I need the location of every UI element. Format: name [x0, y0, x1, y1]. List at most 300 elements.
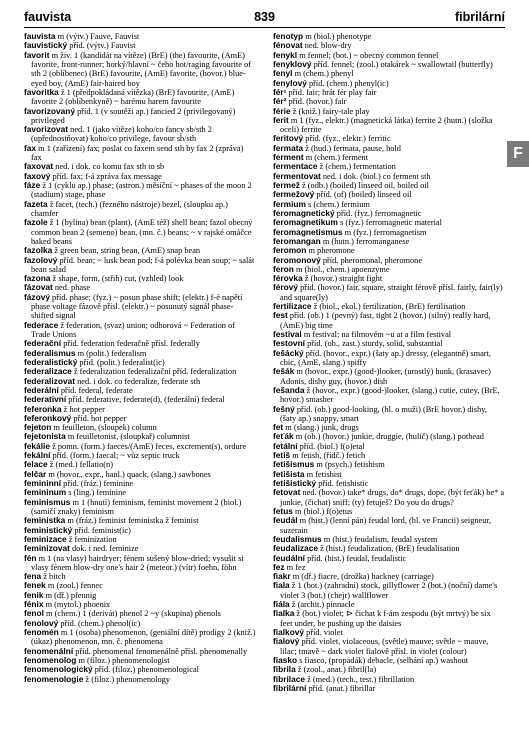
- dictionary-entry: [24, 591, 256, 600]
- entry-headword: felčar: [24, 468, 47, 479]
- dictionary-entry: [24, 172, 256, 181]
- entry-headword: fetovat: [273, 487, 301, 498]
- entry-headword: fázový: [24, 291, 50, 302]
- entry-headword: fešák: [273, 366, 295, 377]
- entry-headword: fertilizace: [273, 301, 312, 312]
- entry-headword: feminismus: [24, 496, 71, 507]
- entry-definition: ned. (hovor.) take* drugs, do* drugs, dope, (být feťák) be* a junkie, (čichat) sniff; (ty) fetuješ? Do you do drugs?: [280, 488, 505, 507]
- entry-definition: příd. bean; ~ lusk bean pod; f-á polévka bean soup; ~ salát bean salad: [31, 255, 255, 274]
- entry-headword: federativní: [24, 394, 67, 405]
- entry-definition: příd. (form.) faecal; ~ vůz septic truck: [50, 451, 180, 461]
- dictionary-entry: [273, 349, 505, 368]
- thumb-index-tab: F: [507, 141, 529, 167]
- entry-definition: ž 1 (cyklu ap.) phase; (astron.) měsíční ~ phases of the moon 2 (stadium) stage, phase: [31, 181, 252, 200]
- entry-headword: fena: [24, 571, 42, 582]
- entry-headword: festovní: [273, 338, 305, 349]
- dictionary-entry: [24, 442, 256, 451]
- entry-headword: férovka: [273, 273, 303, 284]
- entry-definition: m (biol.) phenotype: [303, 32, 372, 41]
- entry-definition: ž feminization: [66, 534, 117, 544]
- dictionary-entry: [273, 339, 505, 348]
- entry-headword: favorizovat: [24, 124, 69, 135]
- entry-headword: fazolka: [24, 245, 53, 256]
- entry-definition: m 1 (na vlasy) hairdryer; fénem sušený blow-dried; vysušit si vlasy fénem blow-dry one's hair 2 (meteor.) (vítr) foehn, föhn: [31, 553, 244, 572]
- entry-definition: m 1 (hnutí) feminism, feminist movement 2 (biol.) (samičí znaky) feminism: [31, 497, 242, 516]
- entry-definition: m pheromone: [306, 246, 355, 256]
- entry-definition: ž (hovor.) straight fight: [302, 274, 383, 284]
- dictionary-entry: [273, 256, 505, 265]
- dictionary-entry: [273, 432, 505, 441]
- entry-definition: ž 1 (bylina) bean (plant), (AmE též) shell bean; fazol obecný common bean 2 (semeno) bean, (mn. č.) beans; ~ v rajské omáčce baked beans: [31, 218, 253, 246]
- entry-definition: m feuilletonist, (sloupkař) columnist: [65, 432, 190, 442]
- entry-definition: m (slang.) junk, drugs: [283, 423, 359, 433]
- dictionary-entry: [273, 609, 505, 628]
- entry-headword: fialkový: [273, 627, 305, 637]
- entry-definition: ž (odb.) (boiled) linseed oil, boiled oil: [299, 181, 429, 190]
- entry-headword: fénix: [24, 599, 44, 610]
- entry-headword: fialový: [273, 636, 300, 647]
- entry-definition: m 1 (zařízení) fax; poslat co faxem send sth by fax 2 (zpráva) fax: [31, 143, 244, 163]
- entry-definition: ned. i dok. co komu fax sth to sb: [53, 162, 165, 172]
- dictionary-entry: [24, 544, 256, 553]
- entry-headword: feromagnetický: [273, 207, 335, 218]
- entry-headword: festival: [273, 329, 302, 339]
- entry-definition: příd. (výtv.) Fauvist: [67, 41, 136, 51]
- entry-definition: ned. i dok. (biol.) co ferment sth: [320, 171, 431, 181]
- entry-definition: ž bitch: [41, 572, 66, 582]
- entry-headword: feritový: [273, 133, 304, 144]
- entry-headword: femininum: [24, 487, 67, 498]
- dictionary-entry: [273, 665, 505, 674]
- dictionary-entry: [273, 656, 505, 665]
- dictionary-entry: [273, 107, 505, 116]
- entry-definition: ž (biol., ekol.) fertilization, (BrE) fertilisation: [311, 302, 466, 312]
- dictionary-entry: [24, 200, 256, 219]
- dictionary-entry: [273, 442, 505, 451]
- dictionary-entry: [24, 41, 256, 50]
- dictionary-entry: [273, 88, 505, 97]
- dictionary-entry: [24, 609, 256, 618]
- entry-headword: fermež: [273, 180, 300, 190]
- entry-headword: fibrilace: [273, 673, 305, 684]
- entry-definition: m festival; na filmovém ~u at a film festival: [301, 330, 452, 339]
- entry-headword: fenykl: [273, 49, 298, 60]
- entry-definition: m (hist.) (lenní pán) feudal lord, (hl. ve Francii) seigneur, suzerain: [280, 516, 491, 535]
- entry-headword: fénovat: [273, 40, 303, 51]
- entry-definition: m (filoz.) phenomenologist: [76, 655, 170, 665]
- entry-definition: m živ. 1 (kandidát na vítěze) (BrE) (the) favourite, (AmE) favorite, front-runner; horký/hlavní ~ čeho hot/raging favourite of sth 2 (oblíbenec) (BrE) favourite, (AmE) favorite, (hovor.) blue-eyed boy, (AmE) fair-haired boy: [31, 50, 251, 88]
- entry-definition: m (dř.) pfennig: [43, 590, 97, 600]
- entry-definition: příd. (hovor.) fair, square, straight férově přísl. fairly, fair(ly) and square(ly): [280, 283, 503, 302]
- entry-headword: fauvista: [24, 31, 56, 41]
- dictionary-entry: [24, 218, 256, 246]
- entry-definition: m fennel; (bot.) ~ obecný common fennel: [297, 50, 439, 60]
- entry-headword: federalismus: [24, 347, 76, 358]
- entry-definition: ž (hud.) fermata, pause, hold: [303, 143, 401, 153]
- entry-headword: federalistický: [24, 356, 78, 367]
- entry-definition: s (ling.) feminine: [66, 488, 126, 498]
- dictionary-entry: [273, 544, 505, 553]
- entry-definition: příd. fennel; (zool.) otakárek ~ swallowtail (butterfly): [311, 59, 493, 69]
- dictionary-entry: [273, 172, 505, 181]
- entry-definition: m (psych.) fetishism: [314, 460, 385, 470]
- entry-headword: fest: [273, 310, 288, 321]
- running-header: [24, 10, 505, 26]
- entry-definition: příd. (fráz.) feminine: [61, 479, 134, 488]
- entry-headword: fiala: [273, 580, 290, 591]
- dictionary-entry: [273, 69, 505, 78]
- entry-definition: ned. blow-dry: [302, 41, 352, 51]
- entry-definition: m (chem.) 1 (derivát) phenol 2 ~y (skupina) phenols: [43, 609, 221, 619]
- entry-definition: ž 1 (předpokládaná vítězka) (BrE) favourite, (AmE) favorite 2 (oblíbenkyně) ~ harému harem favourite: [31, 87, 235, 107]
- dictionary-entry: [24, 628, 256, 647]
- entry-headword: fermium: [273, 198, 306, 209]
- dictionary-entry: [273, 405, 505, 424]
- entry-headword: feministka: [24, 515, 66, 526]
- entry-definition: příd. phenomenal fenomenálně přísl. phenomenally: [73, 646, 248, 656]
- dictionary-entry: [24, 51, 256, 88]
- entry-headword: feferonkový: [24, 412, 72, 423]
- dictionary-entry: [273, 600, 505, 609]
- entry-definition: příd. (chem.) phenyl(ic): [306, 78, 389, 88]
- entry-definition: m 1 (osoba) phenomenon, (geniální dítě) prodigy 2 (kniž.) (úkaz) phenomenon, mn. č. phenomena: [31, 628, 256, 647]
- entry-definition: příd. pheromonal, pheromone: [320, 255, 423, 265]
- entry-headword: fešný: [273, 403, 295, 414]
- entry-headword: fetus: [273, 505, 293, 516]
- entry-definition: příd. phase; (fyz.) ~ posun phase shift; (elektr.) f-é napětí phase voltage fázově přísl. (elektr.) ~ posunutý signál phase-shifted signal: [31, 292, 243, 321]
- entry-headword: fialka: [273, 608, 295, 619]
- entry-headword: fet: [273, 422, 284, 433]
- entry-definition: m fetish, (řídč.) fetich: [290, 451, 366, 461]
- entry-definition: ž hot pepper: [61, 404, 105, 414]
- dictionary-entry: [273, 507, 505, 516]
- entry-definition: m (hovor., expr., hanl.) quack, (slang.) sawbones: [46, 469, 211, 479]
- entry-headword: feťák: [273, 431, 294, 442]
- entry-definition: příd. (ob.) 1 (pevný) fast, tight 2 (hovor.) (silný) really hard, (AmE) big time: [280, 311, 491, 330]
- dictionary-entry: [24, 498, 256, 517]
- entry-definition: m (fyz.) ferromagnetism: [342, 227, 427, 237]
- entry-definition: příd. federal, federate: [58, 385, 133, 395]
- entry-definition: m 1 (fyz., elektr.) (magnetická látka) ferrite 2 (hutn.) (složka oceli) ferrite: [280, 115, 493, 135]
- entry-definition: m (zool.) fennec: [45, 581, 103, 591]
- entry-definition: příd. feminist(ic): [72, 525, 131, 535]
- entry-definition: příd. hot pepper: [71, 413, 127, 423]
- entry-headword: fibrilární: [273, 682, 307, 693]
- entry-definition: m (polit.) federalism: [75, 348, 147, 358]
- dictionary-entry: [24, 293, 256, 321]
- entry-headword: fermentace: [273, 161, 318, 172]
- entry-definition: příd. (polit.) federalist(ic): [77, 357, 165, 367]
- page-number: 839: [254, 10, 275, 24]
- entry-definition: příd. fair; hrát fér play fair: [286, 87, 377, 97]
- dictionary-entry: [273, 283, 505, 302]
- entry-definition: příd. federative, federate(d), (federální) federal: [66, 395, 225, 405]
- dictionary-entry: [273, 675, 505, 684]
- entry-definition: s (chem.) fermium: [305, 199, 370, 209]
- entry-definition: ž federation, (svaz) union; odborová ~ Federation of Trade Unions: [31, 320, 235, 339]
- entry-definition: m fetishist: [304, 469, 342, 479]
- dictionary-entry: [273, 367, 505, 386]
- entry-headword: fér²: [273, 96, 287, 107]
- entry-definition: m (chem.) ferment: [303, 153, 369, 163]
- entry-definition: m (hovor., expr.) (good-)looker, (urostlý) hunk, (krasavec) Adonis, dishy guy, (hovor.) dish: [280, 367, 491, 386]
- entry-headword: fiakr: [273, 571, 291, 582]
- entry-headword: fekálie: [24, 440, 50, 451]
- entry-definition: ned. 1 (jako vítěze) koho/co fancy sb/sth 2 (upřednostňovat) koho/co privilege, favour sb/sth: [31, 125, 212, 144]
- entry-headword: fax: [24, 142, 37, 153]
- dictionary-entry: [273, 79, 505, 88]
- entry-headword: fenik: [24, 589, 44, 600]
- entry-definition: ž shape, form, (střih) cut, (vzhled) look: [50, 274, 184, 284]
- entry-headword: fetální: [273, 440, 298, 451]
- entry-definition: příd. (hovor.) fair: [286, 97, 347, 107]
- dictionary-entry: [273, 637, 505, 656]
- entry-definition: ž pomn. (form.) faeces/(AmE) feces, excrement(s), ordure: [49, 441, 247, 451]
- entry-definition: příd. violet: [304, 628, 343, 637]
- dictionary-entry: [273, 628, 505, 637]
- entry-headword: fazole: [24, 217, 48, 228]
- dictionary-entry: [24, 414, 256, 423]
- entry-headword: fetišistický: [273, 478, 317, 488]
- dictionary-entry: [273, 144, 505, 153]
- entry-definition: příd. fetishistic: [316, 479, 369, 488]
- entry-definition: příd. (filoz.) phenomenological: [92, 665, 199, 675]
- entry-headword: fenomenologický: [24, 664, 93, 675]
- entry-headword: fenol: [24, 608, 44, 619]
- dictionary-entry: [273, 479, 505, 488]
- left-column: [24, 32, 256, 684]
- dictionary-entry: [273, 32, 505, 41]
- entry-definition: ž (med.) fellatio(n): [47, 460, 114, 470]
- entry-headword: férový: [273, 282, 299, 293]
- entry-headword: feromonový: [273, 254, 321, 265]
- entry-headword: fejeton: [24, 422, 52, 433]
- entry-headword: federální: [24, 384, 59, 395]
- header-last-entry: fibrilární: [454, 10, 505, 24]
- entry-definition: ž (zool., anat.) fibril(la): [295, 665, 377, 675]
- entry-headword: fenomén: [24, 627, 59, 637]
- dictionary-entry: [24, 144, 256, 163]
- entry-headword: feudál: [273, 515, 298, 526]
- dictionary-entry: [273, 330, 505, 339]
- entry-definition: ned. phase: [52, 283, 91, 293]
- dictionary-entry: [24, 451, 256, 460]
- dictionary-entry: [273, 116, 505, 135]
- entry-definition: m (hist.) feudalism, feudal system: [321, 534, 438, 544]
- entry-definition: ž (chem.) fermentation: [317, 162, 396, 172]
- entry-headword: fez: [273, 561, 285, 572]
- dictionary-entry: [273, 488, 505, 507]
- header-rule: [24, 27, 505, 28]
- entry-headword: fenolový: [24, 617, 59, 628]
- entry-definition: m (biol., chem.) apoenzyme: [293, 264, 390, 274]
- entry-definition: příd. (anat.) fibrillar: [306, 683, 376, 693]
- entry-headword: férie: [273, 105, 291, 116]
- entry-headword: feferonka: [24, 403, 62, 414]
- entry-headword: feudalizace: [273, 543, 318, 554]
- entry-definition: dok. i ned. feminize: [69, 544, 139, 554]
- entry-definition: příd. (of) (boiled) linseed oil: [314, 190, 412, 200]
- dictionary-entry: [273, 237, 505, 246]
- entry-headword: fetišista: [273, 468, 305, 479]
- entry-definition: m (fráz.) feminist feministka ž feminist: [65, 516, 199, 526]
- entry-headword: fejetonista: [24, 431, 66, 442]
- entry-definition: ž (med.) (tech., test.) fibrillation: [305, 674, 415, 684]
- entry-definition: s fiasco, (propadák) debacle, (selhání ap.) washout: [297, 655, 469, 665]
- entry-definition: m (mytol.) phoenix: [43, 600, 111, 610]
- entry-definition: příd. (ob.) good-looking, (hl. o muži) (BrE hovor.) dishy, (šaty ap.) snappy, smart: [280, 404, 487, 423]
- entry-definition: příd. fax; f-á zpráva fax message: [50, 171, 162, 181]
- entry-headword: fenomenální: [24, 645, 74, 656]
- entry-definition: m (ob.) (hovor.) junkie, druggie, (hulič) (slang.) pothead: [293, 432, 484, 442]
- dictionary-entry: [273, 41, 505, 50]
- dictionary-entry: [24, 162, 256, 171]
- dictionary-entry: [273, 265, 505, 274]
- entry-headword: fenomenologie: [24, 673, 84, 684]
- entry-headword: faxový: [24, 170, 51, 181]
- entry-headword: federační: [24, 338, 62, 349]
- entry-headword: federalizace: [24, 366, 72, 377]
- entry-headword: feromagnetismus: [273, 226, 343, 237]
- entry-definition: příd. (fyz., elektr.) ferritic: [303, 134, 391, 144]
- entry-headword: fenek: [24, 580, 46, 591]
- entry-headword: fermežový: [273, 189, 315, 200]
- dictionary-entry: [24, 432, 256, 441]
- entry-headword: fenotyp: [273, 31, 304, 41]
- entry-headword: femininní: [24, 478, 62, 488]
- entry-headword: feudalismus: [273, 533, 322, 544]
- dictionary-entry: [273, 97, 505, 106]
- entry-definition: příd. (ob., zast.) sturdy, solid, substantial: [305, 339, 443, 349]
- entry-headword: favorit: [24, 49, 50, 60]
- entry-headword: fér¹: [273, 86, 287, 97]
- entry-headword: feministický: [24, 524, 73, 535]
- entry-definition: příd. federation federačně přísl. federally: [61, 339, 200, 349]
- dictionary-entry: [273, 563, 505, 572]
- right-column: [273, 32, 505, 693]
- entry-headword: fáze: [24, 180, 41, 190]
- dictionary-entry: [24, 246, 256, 255]
- entry-definition: ž federalization federalizační příd. federalization: [71, 367, 237, 377]
- entry-definition: příd. (chem.) phenol(ic): [58, 618, 141, 628]
- entry-headword: fauvistický: [24, 40, 68, 51]
- dictionary-entry: [273, 134, 505, 143]
- entry-definition: příd. (fyz.) ferromagnetic: [334, 208, 422, 218]
- entry-headword: fermata: [273, 142, 304, 153]
- entry-headword: feromon: [273, 245, 307, 256]
- dictionary-entry: [24, 581, 256, 590]
- entry-headword: federace: [24, 319, 59, 330]
- dictionary-entry: [24, 125, 256, 144]
- entry-headword: fenomenolog: [24, 654, 77, 665]
- entry-headword: fenylový: [273, 77, 307, 88]
- entry-headword: federalizovat: [24, 375, 76, 386]
- dictionary-entry: [273, 302, 505, 311]
- entry-definition: ned. i dok. co federalize, federate sth: [75, 376, 201, 386]
- entry-headword: fenyl: [273, 68, 293, 79]
- entry-definition: m fez: [284, 562, 306, 572]
- entry-definition: ž (hovor., expr.) (good-)looker, (slang.) cutie, cutey, (BrE, hovor.) smasher: [280, 385, 500, 405]
- entry-headword: fešácký: [273, 347, 304, 358]
- entry-headword: fenyklový: [273, 58, 312, 69]
- dictionary-entry: [273, 460, 505, 469]
- entry-definition: m (výtv.) Fauve, Fauvist: [55, 32, 140, 41]
- entry-definition: ž facet, (tech.) (řezného nástroje) bezel, (sloupku ap.) chamfer: [31, 199, 228, 218]
- entry-headword: felace: [24, 459, 48, 470]
- entry-definition: ž 1 (bot.) (zahradní) stock, gillyflower 2 (bot.) (noční) dame's violet 3 (bot.) (chejr) wallflower: [280, 581, 498, 600]
- dictionary-entry: [24, 256, 256, 275]
- entry-headword: fiasko: [273, 654, 298, 665]
- entry-headword: fázovat: [24, 282, 53, 293]
- entry-headword: fetišismus: [273, 459, 315, 470]
- dictionary-entry: [24, 600, 256, 609]
- entry-headword: fazolový: [24, 254, 58, 265]
- dictionary-entry: [273, 60, 505, 69]
- entry-headword: fibrila: [273, 664, 296, 675]
- entry-definition: ž green bean, string bean, (AmE) snap bean: [52, 246, 201, 256]
- entry-headword: faxovat: [24, 161, 54, 172]
- entry-headword: feminizace: [24, 533, 67, 544]
- entry-definition: příd. 1 (v soutěži ap.) fancied 2 (privilegovaný) privileged: [31, 106, 236, 125]
- dictionary-entry: [24, 107, 256, 126]
- entry-definition: ž (bot.) violet; ⊳ čichat k f-ám zespodu (být mrtvý) be six feet under, be pushing up the daisies: [280, 609, 491, 628]
- dictionary-entry: [273, 684, 505, 693]
- dictionary-entry: [273, 386, 505, 405]
- dictionary-entry: [24, 88, 256, 107]
- entry-headword: fetiš: [273, 450, 291, 461]
- entry-definition: ž (hist.) feudalization, (BrE) feudalisation: [317, 544, 460, 554]
- dictionary-entry: [273, 190, 505, 199]
- entry-definition: m (biol.) f(o)etus: [292, 506, 353, 516]
- entry-headword: feudální: [273, 552, 305, 563]
- dictionary-entry: [273, 311, 505, 330]
- entry-definition: příd. (hovor., expr.) (šaty ap.) dressy, (elegantně) smart, chic, (AmE, slang.) spiffy: [280, 348, 491, 367]
- entry-headword: favoritka: [24, 86, 59, 97]
- entry-headword: ferment: [273, 152, 304, 163]
- entry-definition: m (hutn.) ferromanganese: [320, 236, 410, 246]
- dictionary-entry: [273, 554, 505, 563]
- entry-headword: favorizovaný: [24, 105, 76, 116]
- entry-definition: m (chem.) phenyl: [292, 69, 354, 79]
- entry-definition: m feuilleton, (sloupek) column: [51, 423, 157, 433]
- entry-headword: fermentovat: [273, 170, 321, 181]
- dictionary-entry: [273, 581, 505, 600]
- entry-headword: fiála: [273, 599, 290, 610]
- dictionary-entry: [24, 460, 256, 469]
- entry-headword: fazeta: [24, 198, 48, 209]
- entry-headword: feron: [273, 263, 294, 274]
- dictionary-entry: [24, 283, 256, 292]
- entry-headword: ferit: [273, 114, 289, 125]
- entry-headword: fekální: [24, 450, 51, 461]
- dictionary-entry: [24, 675, 256, 684]
- header-first-entry: fauvista: [24, 10, 72, 24]
- dictionary-entry: [24, 181, 256, 200]
- entry-headword: fazona: [24, 273, 51, 284]
- entry-headword: feromangan: [273, 235, 321, 246]
- entry-definition: ž (archit.) pinnacle: [289, 600, 355, 610]
- entry-definition: s (fyz.) ferromagnetic material: [337, 218, 442, 228]
- entry-definition: příd. violet, violaceous, (světle) mauve; světle ~ mauve, lilac; tmavě ~ dark violet fialově přísl. in violet (colour): [280, 637, 489, 656]
- dictionary-entry: [24, 554, 256, 573]
- entry-headword: feromagnetikum: [273, 217, 338, 228]
- entry-definition: příd. (biol.) f(o)etal: [297, 441, 365, 451]
- entry-headword: feminizovat: [24, 543, 70, 554]
- entry-definition: ž (kniž.) fairy-tale play: [290, 106, 370, 116]
- dictionary-entry: [273, 516, 505, 535]
- entry-definition: m (dř.) fiacre, (drožka) hackney (carriage): [290, 572, 434, 582]
- dictionary-entry: [24, 321, 256, 340]
